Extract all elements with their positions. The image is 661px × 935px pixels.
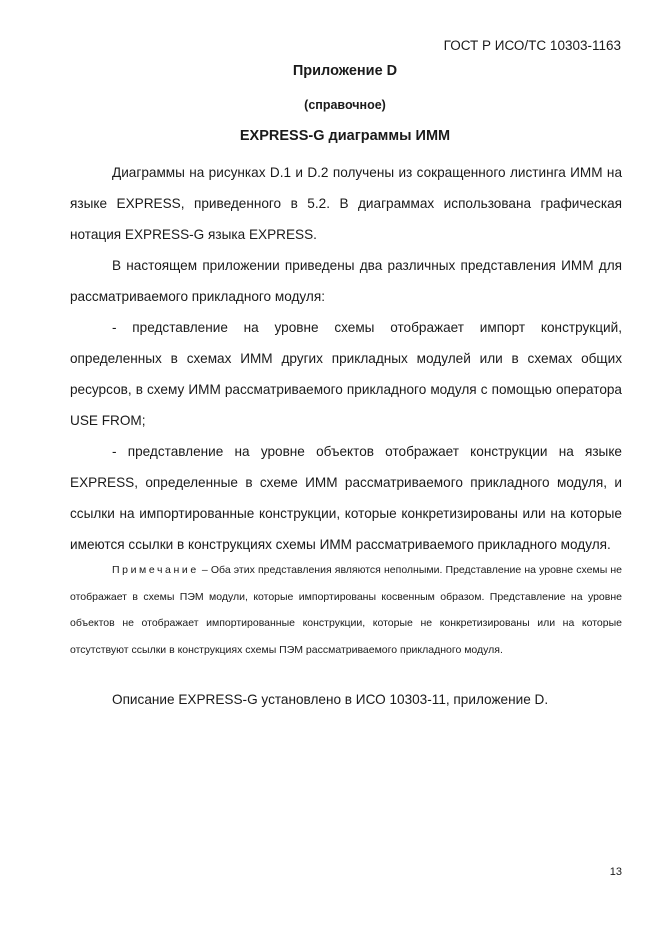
appendix-title: Приложение D [292, 63, 398, 79]
note-text: Оба этих представления являются неполными. Представление на уровне схемы не отображает в схемы ПЭМ модули, которые импортированы косвенным образом. Представление на уровне объектов не отображает импортированные конструкции, которые не конкретизированы или на которые отсутствуют ссылки в конструкциях схемы ПЭМ рассматриваемого прикладного модуля. [70, 564, 622, 656]
note-dash: – [198, 564, 211, 576]
list-item-entity-level: - представление на уровне объектов отображает конструкции на языке EXPRESS, определенные в схеме ИММ рассматриваемого прикладного модуля, и ссылки на импортированные конструкции, которые конкретизированы или на которые имеются ссылки в конструкциях схемы ИММ рассматриваемого прикладного модуля. [70, 444, 622, 552]
note-block [70, 557, 622, 663]
list-item-schema-level: - представление на уровне схемы отображает импорт конструкций, определенных в схемах ИММ других прикладных модулей или в схемах общих ресурсов, в схему ИММ рассматриваемого прикладного модуля с помощью оператора USE FROM; [70, 320, 622, 428]
note-label: Примечание [112, 564, 199, 576]
paragraph-intro: Диаграммы на рисунках D.1 и D.2 получены из сокращенного листинга ИММ на языке EXPRESS, приведенного в 5.2. В диаграммах использована графическая нотация EXPRESS-G языка EXPRESS. [70, 165, 622, 242]
appendix-subtitle: (справочное) [304, 98, 386, 112]
page-number: 13 [609, 866, 622, 878]
section-heading: EXPRESS-G диаграммы ИММ [239, 128, 451, 144]
body-text [70, 157, 622, 560]
final-text [70, 684, 622, 715]
paragraph-express-g-reference: Описание EXPRESS-G установлено в ИСО 10303-11, приложение D. [112, 692, 549, 707]
paragraph-representations: В настоящем приложении приведены два различных представления ИММ для рассматриваемого прикладного модуля: [70, 258, 622, 304]
document-header: ГОСТ Р ИСО/ТС 10303-1163 [443, 38, 621, 53]
